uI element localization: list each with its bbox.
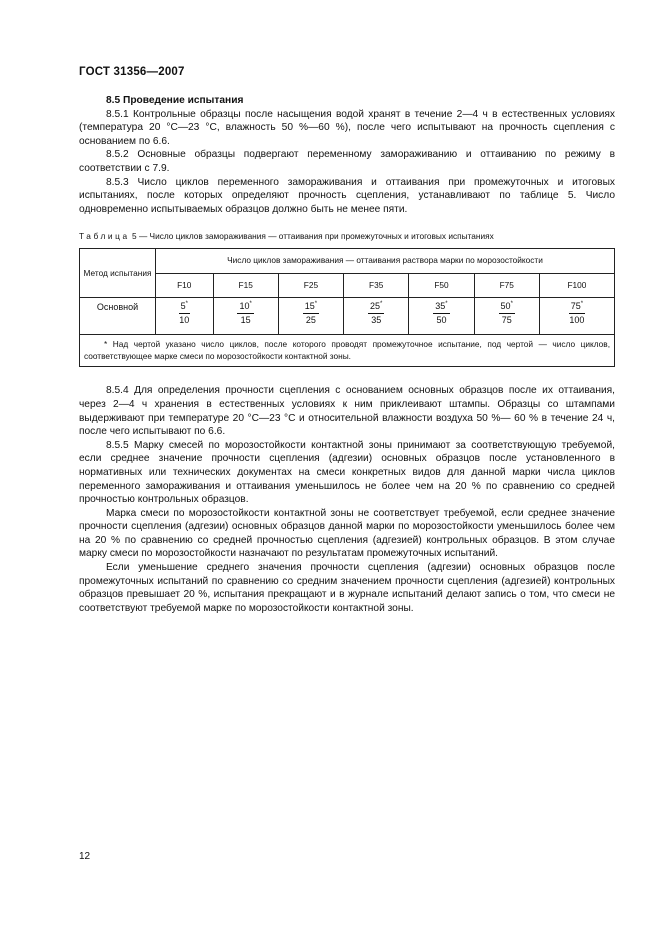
intermediate-cycles: 5: [180, 301, 186, 312]
table-caption: [79, 231, 615, 242]
paragraph-8-5-1: 8.5.1 Контрольные образцы после насыщения водой хранят в течение 2—4 ч в естественных условиях (температура 20 °С—23 °С, влажность 50 %—60 %), после чего испытывают на прочность сцепления с основанием по 6.6.: [79, 108, 615, 147]
cycle-value-cell: [539, 298, 614, 335]
asterisk-mark: *: [314, 301, 318, 308]
page-content: [79, 94, 615, 615]
cycle-fraction: [237, 301, 253, 326]
document-code: ГОСТ 31356—2007: [79, 66, 185, 78]
intermediate-cycles: 25: [370, 301, 381, 312]
asterisk-mark: *: [249, 301, 252, 308]
method-header: Метод испытания: [80, 249, 156, 298]
final-cycles: 100: [569, 315, 585, 326]
final-cycles: 75: [501, 315, 512, 326]
asterisk-mark: *: [580, 301, 584, 308]
paragraph-test-termination: Если уменьшение среднего значения прочности сцепления (адгезии) основных образцов после промежуточных испытаний по сравнению со средним значением прочности сцепления (адгезией) контрольных образцов превышает 20 %, испытания прекращают и в журнале испытаний делают запись о том, что смеси не соответствуют требуемой марке по морозостойкости контактной зоны.: [79, 562, 615, 614]
paragraph-8-5-5: 8.5.5 Марку смесей по морозостойкости контактной зоны принимают за соответствующую требуемой, если среднее значение прочности сцепления (адгезии) основных образцов после установленного в нормативных или технических документах на смеси конкретных видов для данной марки числа циклов переменного замораживания и оттаивания уменьшилось не более чем на 20 % по сравнению со средней прочностью контрольных образцов.: [79, 439, 615, 506]
intermediate-cycles: 50: [500, 301, 511, 312]
intermediate-cycles: 75: [570, 301, 581, 312]
grade-header: F50: [409, 273, 474, 298]
intermediate-cycles: 15: [304, 301, 315, 312]
cycle-value-cell: [344, 298, 409, 335]
row-name-main: Основной: [80, 298, 156, 335]
paragraph-8-5-3: 8.5.3 Число циклов переменного замораживания и оттаивания при промежуточных и итоговых испытаниях, после которых определяют прочность сцепления, устанавливают по таблице 5. Число одновременно испытываемых образцов должно быть не менее пяти.: [79, 176, 615, 215]
cycle-value-cell: [409, 298, 474, 335]
table-footnote-text: * Над чертой указано число циклов, после которого проводят промежуточное испытание, под чертой — число циклов, соответствующее марке смеси по морозостойкости контактной зоны.: [84, 339, 610, 361]
freeze-cycles-table: [79, 248, 615, 367]
cycle-value-cell: [474, 298, 539, 335]
cycle-fraction: [368, 301, 384, 326]
paragraph-8-5-4: 8.5.4 Для определения прочности сцепления с основанием основных образцов после их оттаивания, через 2—4 ч хранения в естественных условиях к ним приклеивают штампы. Образцы со штампами выдерживают при температуре 20 °С—23 °С и относительной влажности воздуха 50 %— 60 % в течение 24 ч, после чего испытывают по 6.6.: [79, 385, 615, 438]
grade-header: F15: [213, 273, 278, 298]
final-cycles: 25: [305, 315, 316, 326]
paragraph-8-5-2: 8.5.2 Основные образцы подвергают переменному замораживанию и оттаиванию по режиму в соответствии с 7.9.: [79, 149, 615, 174]
asterisk-mark: *: [510, 301, 513, 308]
page-number: 12: [79, 851, 91, 862]
final-cycles: 35: [371, 315, 382, 326]
cycles-group-header: Число циклов замораживания — оттаивания раствора марки по морозостойкости: [156, 249, 615, 274]
cycle-value-cell: [213, 298, 278, 335]
grade-header: F100: [539, 273, 614, 298]
table-caption-text: 5 — Число циклов замораживания — оттаивания при промежуточных и итоговых испытаниях: [129, 231, 494, 242]
section-title: 8.5 Проведение испытания: [106, 95, 244, 106]
cycle-fraction: [569, 301, 585, 326]
final-cycles: 15: [240, 315, 251, 326]
asterisk-mark: *: [380, 301, 383, 308]
final-cycles: 50: [436, 315, 447, 326]
grade-header: F75: [474, 273, 539, 298]
grade-header: F10: [156, 273, 214, 298]
grade-header: F25: [278, 273, 343, 298]
cycle-fraction: [433, 301, 449, 326]
cycle-value-cell: [278, 298, 343, 335]
asterisk-mark: *: [185, 301, 188, 308]
cycle-fraction: [179, 301, 190, 326]
table-caption-word: Таблица: [79, 231, 130, 242]
paragraph-nonconformity: Марка смеси по морозостойкости контактной зоны не соответствует требуемой, если среднее значение прочности сцепления (адгезии) основных образцов данной марки по морозостойкости уменьшилось более чем на 20 % по сравнению со средней прочностью сцепления (адгезией) контрольных образцов. В этом случае марку смеси по морозостойкости назначают по результатам промежуточных испытаний.: [79, 507, 615, 560]
cycle-value-cell: [156, 298, 214, 335]
intermediate-cycles: 10: [239, 301, 250, 312]
grade-header: F35: [344, 273, 409, 298]
cycle-fraction: [499, 301, 515, 326]
cycle-fraction: [303, 301, 319, 326]
intermediate-cycles: 35: [435, 301, 446, 312]
final-cycles: 10: [179, 315, 190, 326]
table-footnote: [80, 335, 615, 367]
paragraphs-after-table: [79, 384, 615, 615]
asterisk-mark: *: [445, 301, 448, 308]
